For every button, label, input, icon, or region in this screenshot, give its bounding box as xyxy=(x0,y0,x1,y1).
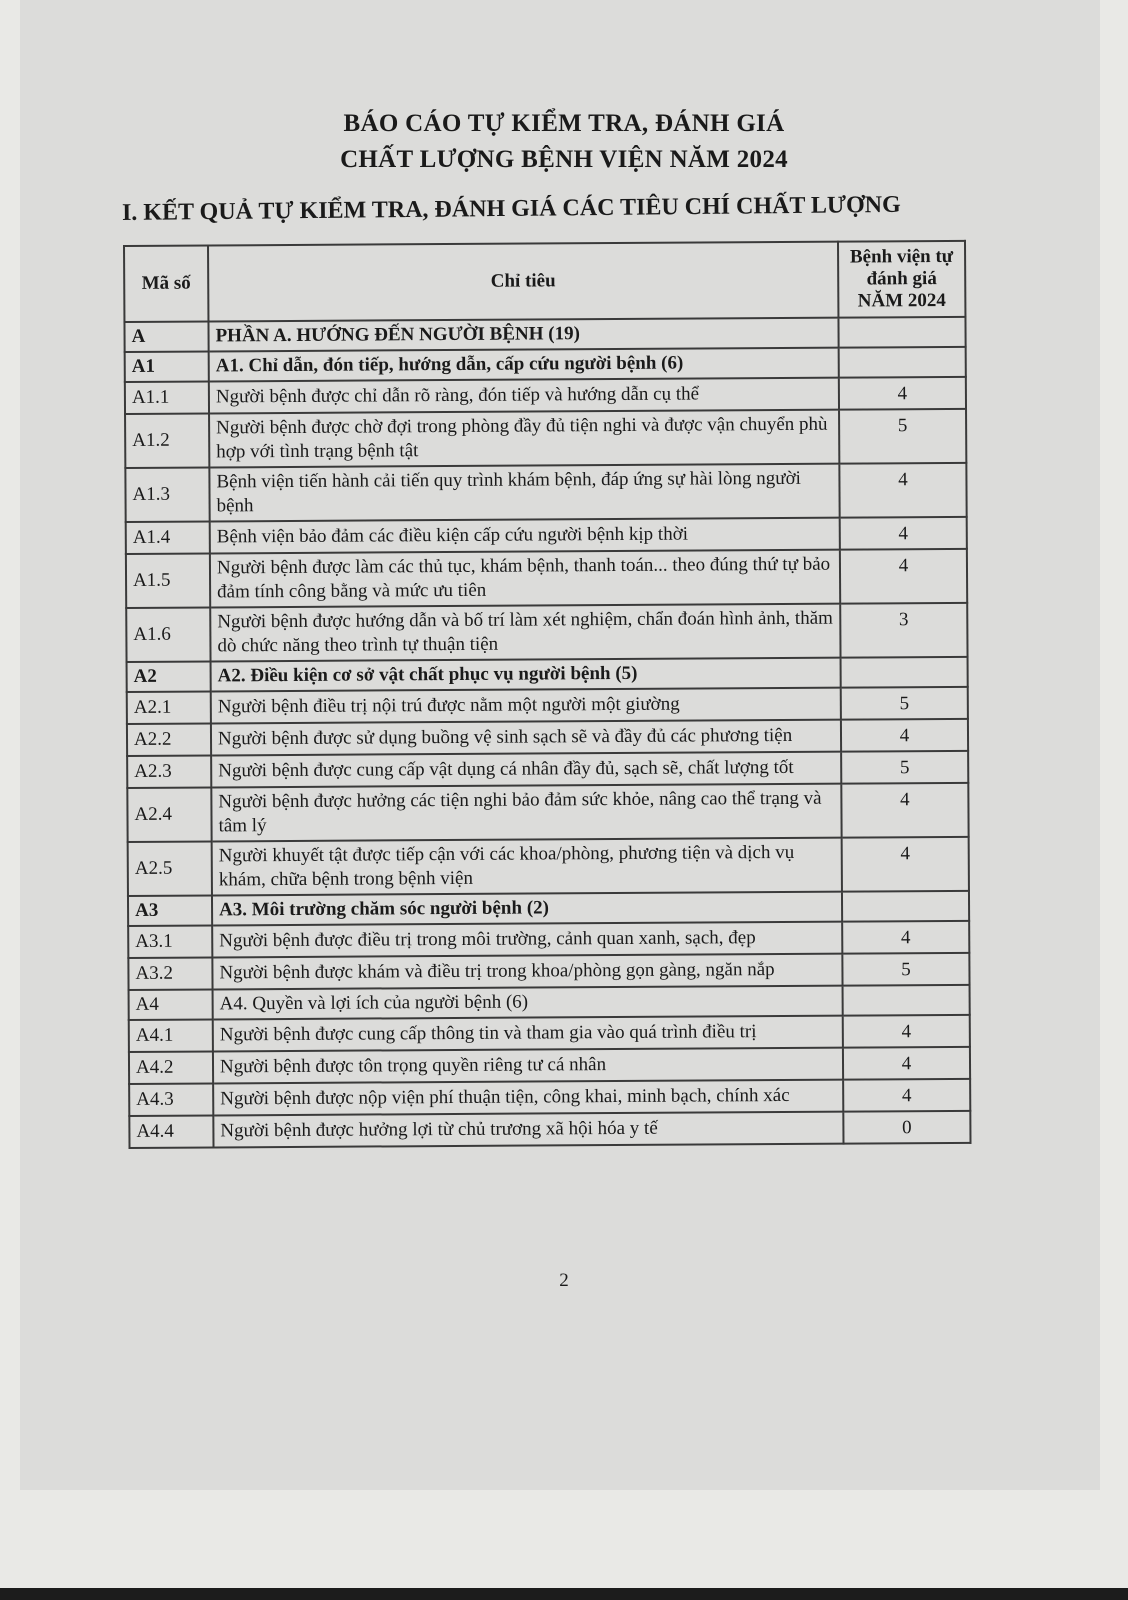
row-code: A2.4 xyxy=(127,787,211,842)
row-code: A xyxy=(124,321,208,352)
row-score xyxy=(840,657,967,688)
header-score-line-1: Bệnh viện tự xyxy=(849,245,954,268)
row-criteria: A2. Điều kiện cơ sở vật chất phục vụ người bệnh (5) xyxy=(211,658,841,692)
row-score: 4 xyxy=(841,783,968,838)
row-score xyxy=(842,985,969,1016)
row-criteria: Người bệnh được hướng dẫn và bố trí làm xét nghiệm, chẩn đoán hình ảnh, thăm dò chức năng theo trình tự thuận tiện xyxy=(210,604,840,662)
row-code: A2 xyxy=(127,661,211,692)
table-row xyxy=(127,687,968,724)
row-criteria: PHẦN A. HƯỚNG ĐẾN NGƯỜI BỆNH (19) xyxy=(208,318,838,352)
row-code: A1 xyxy=(125,351,209,382)
row-criteria: Người bệnh được khám và điều trị trong khoa/phòng gọn gàng, ngăn nắp xyxy=(212,954,842,990)
row-score: 5 xyxy=(841,751,968,784)
row-score: 4 xyxy=(841,719,968,752)
row-criteria: Người bệnh được nộp viện phí thuận tiện, công khai, minh bạch, chính xác xyxy=(213,1080,843,1116)
section-heading: I. KẾT QUẢ TỰ KIỂM TRA, ĐÁNH GIÁ CÁC TIÊU CHÍ CHẤT LƯỢNG xyxy=(121,191,901,226)
row-code: A1.1 xyxy=(125,381,209,414)
row-code: A2.1 xyxy=(127,691,211,724)
row-score: 4 xyxy=(840,549,967,604)
row-code: A4 xyxy=(129,989,213,1020)
header-criteria: Chỉ tiêu xyxy=(208,242,838,322)
row-criteria: Bệnh viện bảo đảm các điều kiện cấp cứu người bệnh kịp thời xyxy=(210,518,840,554)
row-criteria: Người bệnh được chỉ dẫn rõ ràng, đón tiếp và hướng dẫn cụ thể xyxy=(209,378,839,414)
header-score xyxy=(838,241,966,318)
row-criteria: Người bệnh được chờ đợi trong phòng đầy đủ tiện nghi và được vận chuyển phù hợp với tình trạng bệnh tật xyxy=(209,410,839,468)
row-code: A1.3 xyxy=(125,467,209,522)
table-row xyxy=(127,719,968,756)
row-code: A1.6 xyxy=(126,607,210,662)
row-criteria: Người bệnh được hưởng các tiện nghi bảo đảm sức khỏe, nâng cao thể trạng và tâm lý xyxy=(211,784,841,842)
table-header-row xyxy=(124,241,965,322)
table-row xyxy=(125,377,966,414)
row-code: A3.2 xyxy=(128,957,212,990)
row-criteria: Người bệnh được hưởng lợi từ chủ trương xã hội hóa y tế xyxy=(213,1112,843,1148)
report-title-line-2: CHẤT LƯỢNG BỆNH VIỆN NĂM 2024 xyxy=(340,146,788,173)
page-number: 2 xyxy=(559,1270,569,1291)
table-row xyxy=(129,1079,970,1116)
table-row xyxy=(127,751,968,788)
row-code: A1.5 xyxy=(126,553,210,608)
row-criteria: A1. Chỉ dẫn, đón tiếp, hướng dẫn, cấp cứu người bệnh (6) xyxy=(209,348,839,382)
table-row xyxy=(128,953,969,990)
row-code: A1.2 xyxy=(125,413,209,468)
row-score xyxy=(842,891,969,922)
table-row xyxy=(129,1111,970,1148)
row-score: 4 xyxy=(842,921,969,954)
row-score: 3 xyxy=(840,603,967,658)
row-score: 4 xyxy=(843,1015,970,1048)
scan-bottom-edge xyxy=(0,1588,1128,1600)
table-row xyxy=(125,463,966,522)
row-criteria: A4. Quyền và lợi ích của người bệnh (6) xyxy=(213,986,843,1020)
row-score: 4 xyxy=(842,837,969,892)
row-score xyxy=(838,317,965,348)
row-score: 4 xyxy=(839,463,966,518)
row-code: A3 xyxy=(128,895,212,926)
row-code: A2.3 xyxy=(127,755,211,788)
header-code: Mã số xyxy=(124,245,208,322)
row-code: A1.4 xyxy=(126,521,210,554)
quality-criteria-table xyxy=(123,240,972,1149)
report-title-line-1: BÁO CÁO TỰ KIỂM TRA, ĐÁNH GIÁ xyxy=(343,110,785,137)
row-criteria: Bệnh viện tiến hành cải tiến quy trình khám bệnh, đáp ứng sự hài lòng người bệnh xyxy=(209,464,839,522)
row-score: 4 xyxy=(843,1079,970,1112)
row-criteria: Người bệnh điều trị nội trú được nằm một người một giường xyxy=(211,688,841,724)
row-code: A2.5 xyxy=(128,841,212,896)
row-criteria: Người bệnh được cung cấp vật dụng cá nhân đầy đủ, sạch sẽ, chất lượng tốt xyxy=(211,752,841,788)
table-row xyxy=(129,1015,970,1052)
row-score: 4 xyxy=(840,517,967,550)
header-score-line-2: đánh giá xyxy=(866,268,937,290)
row-code: A4.2 xyxy=(129,1051,213,1084)
row-criteria: Người bệnh được sử dụng buồng vệ sinh sạch sẽ và đầy đủ các phương tiện xyxy=(211,720,841,756)
table-row xyxy=(126,603,967,662)
table-row xyxy=(125,409,966,468)
row-score: 0 xyxy=(843,1111,970,1144)
row-score: 4 xyxy=(839,377,966,410)
row-criteria: Người bệnh được điều trị trong môi trường, cảnh quan xanh, sạch, đẹp xyxy=(212,922,842,958)
row-code: A2.2 xyxy=(127,723,211,756)
header-score-line-3: NĂM 2024 xyxy=(857,289,946,312)
table-row xyxy=(126,517,967,554)
row-code: A3.1 xyxy=(128,925,212,958)
row-code: A4.4 xyxy=(129,1115,213,1148)
row-score: 4 xyxy=(843,1047,970,1080)
table-row xyxy=(129,1047,970,1084)
row-criteria: Người bệnh được làm các thủ tục, khám bệnh, thanh toán... theo đúng thứ tự bảo đảm tính công bằng và mức ưu tiên xyxy=(210,550,840,608)
row-score: 5 xyxy=(841,687,968,720)
row-score: 5 xyxy=(842,953,969,986)
table-row xyxy=(128,921,969,958)
row-score: 5 xyxy=(839,409,966,464)
table-row xyxy=(128,837,969,896)
table-row xyxy=(126,549,967,608)
row-criteria: A3. Môi trường chăm sóc người bệnh (2) xyxy=(212,892,842,926)
row-code: A4.3 xyxy=(129,1083,213,1116)
row-score xyxy=(839,347,966,378)
row-criteria: Người bệnh được cung cấp thông tin và tham gia vào quá trình điều trị xyxy=(213,1016,843,1052)
row-criteria: Người khuyết tật được tiếp cận với các khoa/phòng, phương tiện và dịch vụ khám, chữa bệnh trong bệnh viện xyxy=(212,838,842,896)
row-code: A4.1 xyxy=(129,1019,213,1052)
table-row xyxy=(127,783,968,842)
row-criteria: Người bệnh được tôn trọng quyền riêng tư cá nhân xyxy=(213,1048,843,1084)
